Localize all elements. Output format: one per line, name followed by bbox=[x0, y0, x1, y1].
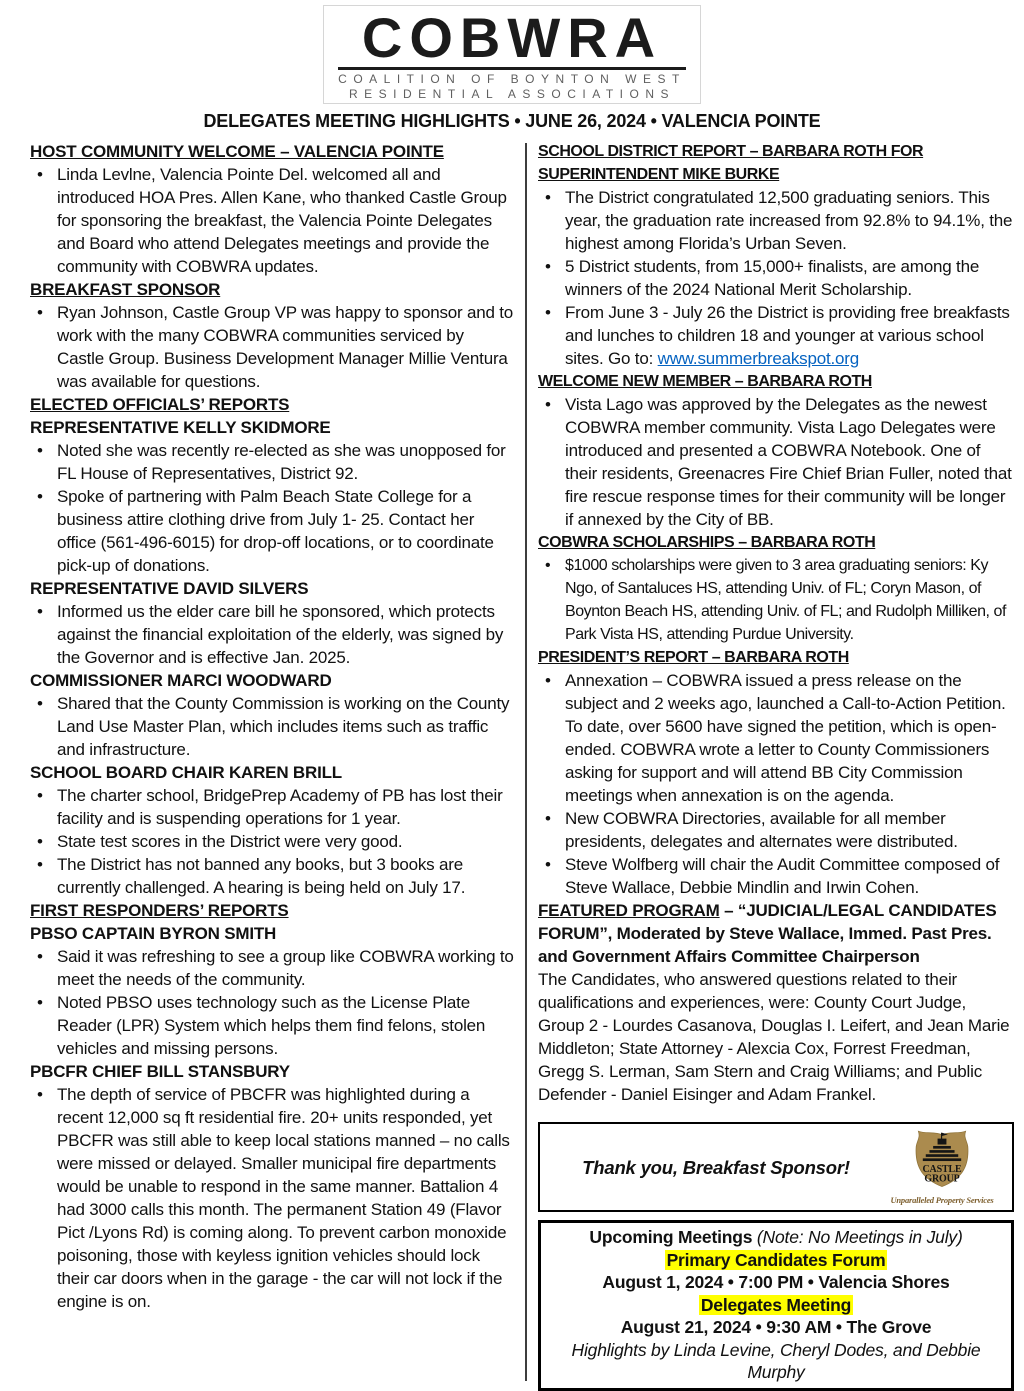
bullet-item bbox=[30, 439, 514, 485]
castle-shield-icon bbox=[905, 1129, 979, 1191]
meeting-event-name bbox=[543, 1294, 1009, 1317]
bullet-text: Linda Levlne, Valencia Pointe Del. welcomed all and introduced HOA Pres. Allen Kane, who thanked Castle Group for sponsoring the breakfast, the Valencia Pointe Delegates and Board who attend Delegates meetings and provide the community with COBWRA updates. bbox=[57, 165, 507, 276]
bullet-item bbox=[30, 853, 514, 899]
bullet-item bbox=[538, 807, 1014, 853]
section-heading: WELCOME NEW MEMBER – BARBARA ROTH bbox=[538, 373, 872, 390]
bullet-text: The charter school, BridgePrep Academy of PB has lost their facility and is suspending operations for 1 year. bbox=[57, 786, 503, 828]
meetings-heading bbox=[543, 1226, 1009, 1249]
section-heading: COMMISSIONER MARCI WOODWARD bbox=[30, 671, 332, 690]
bullet-item bbox=[30, 600, 514, 669]
section-heading: ELECTED OFFICIALS’ REPORTS bbox=[30, 395, 290, 414]
bullet-marker: • bbox=[545, 809, 551, 828]
section-heading: SCHOOL DISTRICT REPORT – BARBARA ROTH FOR SUPERINTENDENT MIKE BURKE bbox=[538, 143, 924, 183]
bullet-item bbox=[30, 485, 514, 577]
bullet-marker: • bbox=[545, 188, 551, 207]
bullet-item bbox=[30, 301, 514, 393]
section-heading: COBWRA SCHOLARSHIPS – BARBARA ROTH bbox=[538, 534, 876, 551]
bullet-marker: • bbox=[37, 832, 43, 851]
meeting-event-details: August 21, 2024 • 9:30 AM • The Grove bbox=[620, 1317, 932, 1337]
bullet-marker: • bbox=[545, 557, 551, 574]
bullet-marker: • bbox=[545, 671, 551, 690]
bullet-text: Informed us the elder care bill he sponsored, which protects against the financial exploitation of the elderly, was signed by the Governor and is effective Jan. 2025. bbox=[57, 602, 504, 667]
summerbreakspot-link[interactable]: www.summerbreakspot.org bbox=[657, 349, 859, 368]
bullet-item bbox=[30, 830, 514, 853]
bullet-marker: • bbox=[37, 947, 43, 966]
bullet-text: $1000 scholarships were given to 3 area graduating seniors: Ky Ngo, of Santaluces HS, attending Univ. of FL; Coryn Mason, of Boynton Beach HS, attending Univ. of FL; and Rudolph Milliken, of Park Vista HS, attending Purdue University. bbox=[565, 557, 1006, 643]
bullet-marker: • bbox=[37, 602, 43, 621]
bullet-item bbox=[538, 554, 1014, 646]
bullet-item bbox=[538, 393, 1014, 531]
bullet-text: State test scores in the District were very good. bbox=[57, 832, 403, 851]
bullet-marker: • bbox=[37, 786, 43, 805]
bullet-text: Spoke of partnering with Palm Beach State College for a business attire clothing drive from July 1- 25. Contact her office (561-496-6015) for drop-off locations, or to coordinate pick-up of donations. bbox=[57, 487, 494, 575]
section-heading: REPRESENTATIVE KELLY SKIDMORE bbox=[30, 418, 331, 437]
bullet-marker: • bbox=[37, 441, 43, 460]
bullet-text: The District has not banned any books, but 3 books are currently challenged. A hearing is being held on July 17. bbox=[57, 855, 466, 897]
bullet-marker: • bbox=[37, 487, 43, 506]
bullet-text: Ryan Johnson, Castle Group VP was happy to sponsor and to work with the many COBWRA communities serviced by Castle Group. Business Development Manager Millie Ventura was available for questions. bbox=[57, 303, 514, 391]
castle-group-logo bbox=[882, 1129, 1002, 1205]
sponsor-thank-you-text: Thank you, Breakfast Sponsor! bbox=[582, 1156, 850, 1178]
meeting-event-details: August 1, 2024 • 7:00 PM • Valencia Shores bbox=[602, 1272, 950, 1292]
bullet-item bbox=[30, 991, 514, 1060]
meetings-heading-note: (Note: No Meetings in July) bbox=[752, 1227, 963, 1247]
content-area bbox=[30, 140, 1014, 1391]
bullet-marker: • bbox=[37, 993, 43, 1012]
bullet-marker: • bbox=[37, 165, 43, 184]
bullet-text: 5 District students, from 15,000+ finalists, are among the winners of the 2024 National Merit Scholarship. bbox=[565, 257, 980, 299]
bullet-text: The District congratulated 12,500 graduating seniors. This year, the graduation rate increased from 92.8% to 94.1%, the highest among Florida’s Urban Seven. bbox=[565, 188, 1013, 253]
bullet-marker: • bbox=[545, 303, 551, 322]
section-heading: REPRESENTATIVE DAVID SILVERS bbox=[30, 579, 309, 598]
castle-tagline: Unparalleled Property Services bbox=[890, 1195, 994, 1206]
section-heading: FIRST RESPONDERS’ REPORTS bbox=[30, 901, 289, 920]
delegates-meeting-label: Delegates Meeting bbox=[700, 1294, 852, 1315]
bullet-text: Annexation – COBWRA issued a press release on the subject and 2 weeks ago, launched a Call-to-Action Petition. To date, over 5600 have signed the petition, which is open-ended. COBWRA wrote a letter to County Commissioners asking for support and will attend BB City Commission meetings when annexation is on the agenda. bbox=[565, 671, 1006, 805]
cobwra-logo-subtitle-2: RESIDENTIAL ASSOCIATIONS bbox=[348, 87, 676, 101]
bullet-item bbox=[538, 669, 1014, 807]
bullet-marker: • bbox=[545, 395, 551, 414]
bullet-text bbox=[565, 303, 1010, 368]
bullet-marker: • bbox=[37, 855, 43, 874]
bullet-item bbox=[30, 692, 514, 761]
text-run: From June 3 - July 26 the District is providing free breakfasts and lunches to children 18 and younger at various school sites. Go to: bbox=[565, 303, 1010, 368]
section-heading: PBCFR CHIEF BILL STANSBURY bbox=[30, 1062, 290, 1081]
cobwra-logo-subtitle-1: COALITION OF BOYNTON WEST bbox=[338, 72, 686, 86]
bullet-item bbox=[30, 945, 514, 991]
bullet-item bbox=[538, 255, 1014, 301]
meeting-event-name bbox=[543, 1249, 1009, 1272]
bullet-marker: • bbox=[37, 694, 43, 713]
primary-candidates-forum-label: Primary Candidates Forum bbox=[666, 1249, 886, 1270]
bullet-text: Noted PBSO uses technology such as the License Plate Reader (LPR) System which helps them find felons, stolen vehicles and missing persons. bbox=[57, 993, 486, 1058]
meetings-footer: Highlights by Linda Levine, Cheryl Dodes, and Debbie Murphy bbox=[571, 1339, 981, 1382]
page-header bbox=[0, 0, 1024, 132]
section-heading: BREAKFAST SPONSOR bbox=[30, 280, 221, 299]
castle-logo-line1: CASTLE bbox=[922, 1164, 962, 1176]
bullet-item bbox=[30, 163, 514, 278]
bullet-text: New COBWRA Directories, available for all member presidents, delegates and alternates were distributed. bbox=[565, 809, 958, 851]
section-heading: PBSO CAPTAIN BYRON SMITH bbox=[30, 924, 277, 943]
section-heading: HOST COMMUNITY WELCOME – VALENCIA POINTE bbox=[30, 142, 444, 161]
bullet-item bbox=[30, 784, 514, 830]
bullet-text: Shared that the County Commission is working on the County Land Use Master Plan, which includes items such as traffic and infrastructure. bbox=[57, 694, 510, 759]
cobwra-logo bbox=[323, 5, 701, 104]
castle-logo-line2: GROUP bbox=[924, 1173, 960, 1185]
page-title: DELEGATES MEETING HIGHLIGHTS • JUNE 26, 2024 • VALENCIA POINTE bbox=[203, 111, 821, 131]
meetings-heading-title: Upcoming Meetings bbox=[589, 1227, 753, 1247]
text-run: FEATURED PROGRAM bbox=[538, 901, 720, 920]
bullet-text: The depth of service of PBCFR was highlighted during a recent 12,000 sq ft residential fire. 20+ units responded, yet PBCFR was still able to keep local stations manned – no calls were missed or delayed. Smaller municipal fire departments would be unable to respond in the same manner. Battalion 4 had 3000 calls this month. The permanent Station 49 (Flavor Pict /Lyons Rd) is coming along. To prevent carbon monoxide poisoning, those with keyless ignition vehicles should lock their car doors when in the garage - the car will not lock if the engine is on. bbox=[57, 1085, 510, 1311]
bullet-item bbox=[538, 186, 1014, 255]
bullet-marker: • bbox=[545, 855, 551, 874]
section-heading: PRESIDENT’S REPORT – BARBARA ROTH bbox=[538, 649, 849, 666]
column-divider bbox=[525, 143, 527, 1381]
bullet-marker: • bbox=[37, 1085, 43, 1104]
bullet-text: Said it was refreshing to see a group like COBWRA working to meet the needs of the community. bbox=[57, 947, 514, 989]
breakfast-sponsor-box bbox=[538, 1122, 1014, 1212]
section-heading: SCHOOL BOARD CHAIR KAREN BRILL bbox=[30, 763, 342, 782]
bullet-text: Noted she was recently re-elected as she was unopposed for FL House of Representatives, District 92. bbox=[57, 441, 506, 483]
right-column bbox=[538, 140, 1014, 1391]
bullet-marker: • bbox=[545, 257, 551, 276]
cobwra-logo-wordmark: COBWRA bbox=[338, 10, 686, 70]
bullet-item bbox=[538, 853, 1014, 899]
section-heading bbox=[538, 899, 1014, 968]
bullet-text: Vista Lago was approved by the Delegates as the newest COBWRA member community. Vista Lago Delegates were introduced and presented a COBWRA Notebook. One of their residents, Greenacres Fire Chief Brian Fuller, noted that fire rescue response times for their community will be longer if annexed by the City of BB. bbox=[565, 395, 1012, 529]
upcoming-meetings-box bbox=[538, 1220, 1014, 1391]
left-column bbox=[30, 140, 514, 1391]
bullet-text: Steve Wolfberg will chair the Audit Committee composed of Steve Wallace, Debbie Mindlin and Irwin Cohen. bbox=[565, 855, 1000, 897]
bullet-item bbox=[538, 301, 1014, 370]
bullet-item bbox=[30, 1083, 514, 1313]
bullet-marker: • bbox=[37, 303, 43, 322]
right-column-text bbox=[538, 140, 1014, 1106]
text-run: – “JUDICIAL/LEGAL CANDIDATES FORUM”, Moderated by Steve Wallace, Immed. Past Pres. and Government Affairs Committee Chairperson bbox=[538, 901, 997, 966]
paragraph: The Candidates, who answered questions related to their qualifications and experiences, were: County Court Judge, Group 2 - Lourdes Casanova, Douglas I. Leifert, and Jean Marie Middleton; State Attorney - Alexcia Cox, Forrest Freedman, Gregg S. Lerman, Sam Stern and Craig Williams; and Public Defender - Daniel Eisinger and Adam Frankel. bbox=[538, 970, 1010, 1104]
